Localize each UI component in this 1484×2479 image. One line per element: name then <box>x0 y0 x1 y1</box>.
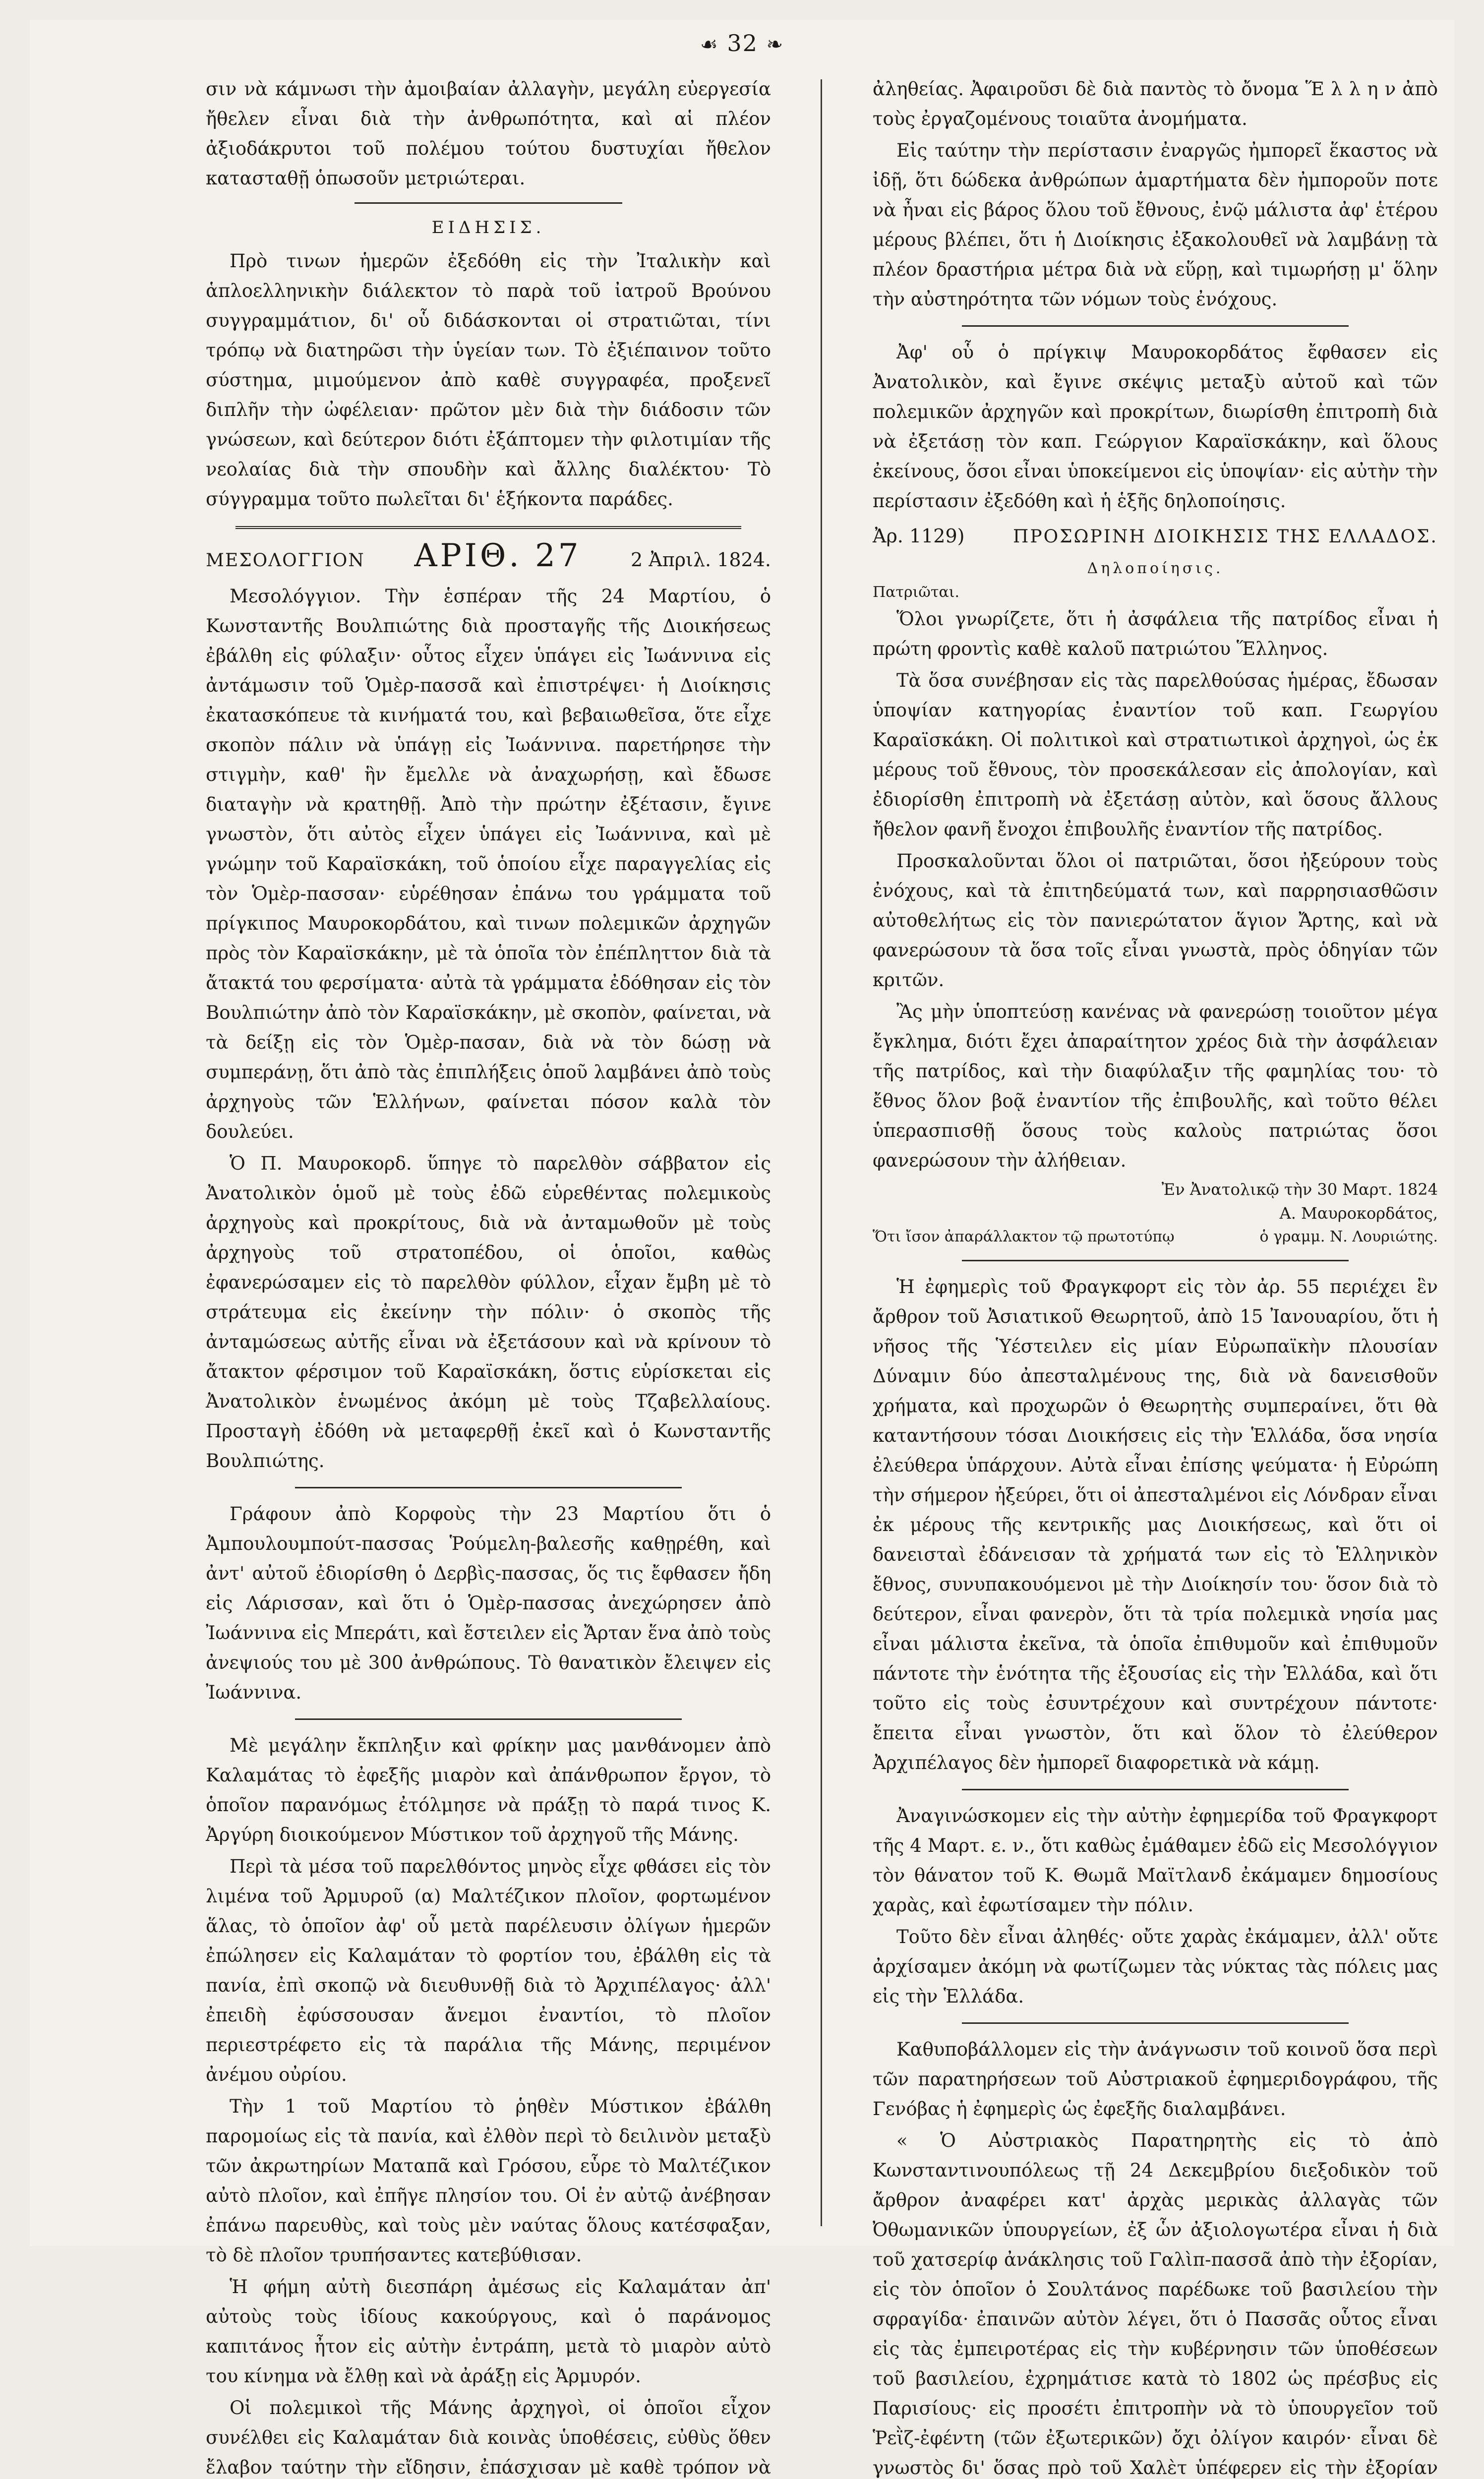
kalamata-paragraph: Οἱ πολεμικοὶ τῆς Μάνης ἀρχηγοὶ, οἱ ὁποῖοι εἶχον συνέλθει εἰς Καλαμάταν διὰ κοινὰς ὑποθέσεις, εὐθὺς ὅθεν ἔλαβον ταύτην τὴν εἴδησιν, ἐπάσχισαν μὲ καθὲ τρόπον νὰ <box>206 2397 771 2478</box>
article-paragraph: Ὁ Π. Μαυροκορδ. ὕπηγε τὸ παρελθὸν σάββατον εἰς Ἀνατολικὸν ὁμοῦ μὲ τοὺς ἐδῶ εὑρεθέντας πολεμικοὺς ἀρχηγοὺς καὶ προκρίτους, διὰ νὰ ἀνταμωθοῦν μὲ τοὺς ἀρχηγοὺς τοῦ στρατοπέδου, οἱ ὁποῖοι, καθὼς ἐφανερώσαμεν εἰς τὸ παρελθὸν φύλλον, εἶχαν ἔμβη μὲ τὸ στράτευμα εἰς ἐκείνην τὴν πόλιν· ὁ σκοπὸς τῆς ἀνταμώσεως αὐτῆς εἶναι νὰ ἐξετάσουν καὶ νὰ κρίνουν τὸ ἄτακτον φέρσιμον τοῦ Καραϊσκάκη, ὅστις εὑρίσκεται εἰς Ἀνατολικὸν ἑνωμένος ἀκόμη μὲ τοὺς Τζαβελλαίους. Προσταγὴ ἐδόθη νὰ μεταφερθῇ ἐκεῖ καὶ ὁ Κωνσταντῆς Βουλπιώτης. <box>206 1153 771 1472</box>
decree-addressee: Πατριῶται. <box>873 584 960 601</box>
austrian-paragraph: Καθυποβάλλομεν εἰς τὴν ἀνάγνωσιν τοῦ κοινοῦ ὅσα περὶ τῶν παρατηρήσεων τοῦ Αὐστριακοῦ ἐφημεριδογράφου, τῆς Γενόβας ἡ ἐφημερὶς ὡς ἐφεξῆς διαλαμβάνει. <box>873 2039 1438 2120</box>
masthead-issue-number: ΑΡΙΘ. 27 <box>414 537 582 574</box>
masthead-date: 2 Ἀπριλ. 1824. <box>631 549 771 571</box>
signature-row <box>873 1225 1438 1249</box>
separator-rule <box>355 202 622 204</box>
decree-header <box>873 521 1438 552</box>
maitland-paragraph: Ἀναγινώσκομεν εἰς τὴν αὐτὴν ἐφημερίδα τοῦ Φραγκφορτ τῆς 4 Μαρτ. ε. ν., ὅτι καθὼς ἐμάθαμεν ἐδῶ εἰς Μεσολόγγιον τὸν θάνατον τοῦ Κ. Θωμᾶ Μαϊτλανδ ἐκάμαμεν δημοσίους χαρὰς, καὶ ἐφωτίσαμεν τὴν πόλιν. <box>873 1805 1438 1916</box>
continued-paragraph: σιν νὰ κάμνωσι τὴν ἀμοιβαίαν ἀλλαγὴν, μεγάλη εὐεργεσία ἤθελεν εἶναι διὰ τὴν ἀνθρωπότητα, καὶ αἱ πλέον ἀξιοδάκρυτοι τοῦ πολέμου τούτου δυστυχίαι ἤθελον κατασταθῇ ὁπωσοῦν μετριώτεραι. <box>206 78 771 189</box>
signatory-name: Α. Μαυροκορδάτος, <box>1279 1204 1438 1223</box>
decree-number: Ἀρ. 1129) <box>873 525 965 547</box>
separator-rule <box>962 1789 1349 1790</box>
article-paragraph: Μεσολόγγιον. Τὴν ἑσπέραν τῆς 24 Μαρτίου, ὁ Κωνσταντῆς Βουλπιώτης διὰ προσταγῆς τῆς Διοικήσεως ἐβάλθη εἰς φύλαξιν· οὗτος εἶχεν ὑπάγει εἰς Ἰωάννινα εἰς ἀντάμωσιν τοῦ Ὁμὲρ-πασσᾶ καὶ ἐπιστρέψει· ἡ Διοίκησις ἐκατασκόπευε τὰ κινήματά του, καὶ βεβαιωθεῖσα, ὅτε εἶχε σκοπὸν πάλιν νὰ ὑπάγῃ εἰς Ἰωάννινα. παρετήρησε τὴν στιγμὴν, καθ' ἣν ἔμελλε νὰ ἀναχωρήσῃ, καὶ ἔδωσε διαταγὴν νὰ κρατηθῇ. Ἀπὸ τὴν πρώτην ἐξέτασιν, ἔγινε γνωστὸν, ὅτι αὐτὸς εἶχεν ὑπάγει εἰς Ἰωάννινα, καὶ μὲ γνώμην τοῦ Καραϊσκάκη, τοῦ ὁποίου εἶχε παραγγελίας εἰς τὸν Ὁμὲρ-πασσαν· εὑρέθησαν ἐπάνω του γράμματα τοῦ πρίγκιπος Μαυροκορδάτου, καὶ τινων πολεμικῶν ἀρχηγῶν πρὸς τὸν Καραϊσκάκην, μὲ τὰ ὁποῖα τὸν ἐπέπληττον διὰ τὰ ἄτακτά του φερσίματα· αὐτὰ τὰ γράμματα ἐδόθησαν εἰς τὸν Βουλπιώτην ἀπὸ τὸν Καραϊσκάκην, μὲ σκοπὸν, φαίνεται, νὰ τὰ δείξῃ εἰς τὸν Ὁμὲρ-πασαν, διὰ νὰ τὸν δώσῃ νὰ συμπεράνῃ, ὅτι ἀπὸ τὰς ἐπιπλήξεις ὁποῦ λαμβάνει ἀπὸ τοὺς ἀρχηγοὺς τῶν Ἑλλήνων, φαίνεται πόσον καλὰ τὸν δουλεύει. <box>206 586 771 1142</box>
decree-paragraph: Προσκαλοῦνται ὅλοι οἱ πατριῶται, ὅσοι ἠξεύρουν τοὺς ἐνόχους, καὶ τὰ ἐπιτηδεύματά των, καὶ παρρησιασθῶσιν αὐτοθελήτως εἰς τὸν πανιερώτατον ἅγιον Ἄρτης, καὶ νὰ φανερώσουν τὰ ὅσα τοῖς εἶναι γνωστὰ, πρὸς ὁδηγίαν τῶν κριτῶν. <box>873 850 1438 991</box>
notice-heading: ΕΙΔΗΣΙΣ. <box>431 218 545 237</box>
separator-rule <box>295 1718 682 1720</box>
decree-subtitle: Δηλοποίησις. <box>1087 560 1224 577</box>
separator-rule <box>962 2022 1349 2024</box>
left-ornament-icon: ☙ <box>700 33 719 56</box>
kalamata-paragraph: Μὲ μεγάλην ἔκπληξιν καὶ φρίκην μας μανθάνομεν ἀπὸ Καλαμάτας τὸ ἐφεξῆς μιαρὸν καὶ ἀπάνθρωπον ἔργον, τὸ ὁποῖον παρανόμως ἐτόλμησε νὰ πράξῃ τὸ παρά τινος Κ. Ἀργύρη διοικούμενον Μύστικον τοῦ ἀρχηγοῦ τῆς Μάνης. <box>206 1735 771 1845</box>
right-column <box>873 74 1438 2479</box>
prince-report: Ἀφ' οὗ ὁ πρίγκιψ Μαυροκορδάτος ἔφθασεν εἰς Ἀνατολικὸν, καὶ ἔγινε σκέψις μεταξὺ αὐτοῦ καὶ τῶν πολεμικῶν ἀρχηγῶν καὶ προκρίτων, διωρίσθη ἐπιτροπὴ διὰ νὰ ἐξετάσῃ τὸν καπ. Γεώργιον Καραϊσκάκην, καὶ ὅλους ἐκείνους, ὅσοι εἶναι ὑποκείμενοι εἰς ὑποψίαν· εἰς αὐτὴν τὴν περίστασιν ἐξεδόθη καὶ ἡ ἑξῆς δηλοποίησις. <box>873 342 1438 512</box>
article-paragraph: Εἰς ταύτην τὴν περίστασιν ἐναργῶς ἠμπορεῖ ἕκαστος νὰ ἰδῇ, ὅτι δώδεκα ἀνθρώπων ἁμαρτήματα δὲν ἠμποροῦν ποτε νὰ ἦναι εἰς βάρος ὅλου τοῦ ἔθνους, ἐνῷ μάλιστα ἀφ' ἑτέρου μέρους βλέπει, ὅτι ἡ Διοίκησις ἐξακολουθεῖ νὰ λαμβάνῃ τὰ πλέον δραστήρια μέτρα διὰ νὰ εὕρῃ, καὶ τιμωρήσῃ μ' ὅλην τὴν αὐστηρότητα τῶν νόμων τοὺς ἐνόχους. <box>873 140 1438 310</box>
issue-masthead <box>206 537 771 576</box>
decree-paragraph: Ἂς μὴν ὑποπτεύσῃ κανένας νὰ φανερώσῃ τοιοῦτον μέγα ἔγκλημα, διότι ἔχει ἀπαραίτητον χρέος διὰ τὴν ἀσφάλειαν τῆς πατρίδος, καὶ τὴν διαφύλαξιν τῆς φαμηλίας του· τὸ ἔθνος ὅλον βοᾷ ἐναντίον τῆς ἐπιβουλῆς, καὶ τοῦτο θέλει ὑπερασπισθῇ ὅσους τοὺς καλοὺς πατριώτας ὅσοι φανερώσουν τὴν ἀλήθειαν. <box>873 1001 1438 1171</box>
notice-text: Πρὸ τινων ἡμερῶν ἐξεδόθη εἰς τὴν Ἰταλικὴν καὶ ἁπλοελληνικὴν διάλεκτον τὸ παρὰ τοῦ ἰατροῦ Βρούνου συγγραμμάτιον, δι' οὗ διδάσκονται οἱ στρατιῶται, τίνι τρόπῳ νὰ διατηρῶσι τὴν ὑγείαν των. Τὸ ἐξιέπαινον τοῦτο σύστημα, μιμούμενον ἀπὸ καθὲ συγγραφέα, προξενεῖ διπλῆν τὴν ὠφέλειαν· πρῶτον μὲν διὰ τὴν διάδοσιν τῶν γνώσεων, καὶ δεύτερον διότι ἐξάπτομεν τὴν φιλοτιμίαν τῆς νεολαίας διὰ τὴν σπουδὴν καὶ ἄλλης διαλέκτου· Τὸ σύγγραμμα τοῦτο πωλεῖται δι' ἑξήκοντα παράδες. <box>206 250 771 510</box>
decree-title: ΠΡΟΣΩΡΙΝΗ ΔΙΟΙΚΗΣΙΣ ΤΗΣ ΕΛΛΑΔΟΣ. <box>1012 527 1438 547</box>
frankfurt-report: Ἡ ἐφημερὶς τοῦ Φραγκφορτ εἰς τὸν ἀρ. 55 περιέχει ἓν ἄρθρον τοῦ Ἀσιατικοῦ Θεωρητοῦ, ἀπὸ 15 Ἰανουαρίου, ὅτι ἡ νῆσος τῆς Ὑέστειλεν εἰς μίαν Εὐρωπαϊκὴν πλουσίαν Δύναμιν δύο ἀπεσταλμένους της, διὰ νὰ δανεισθοῦν χρήματα, καὶ προχωρῶν ὁ Θεωρητὴς συμπεραίνει, ὅτι θὰ καταντήσουν τόσαι Διοικήσεις εἰς τὴν Ἑλλάδα, ὅσα νησία ἐλεύθερα ὑπάρχουν. Αὐτὰ εἶναι ἐπίσης ψεύματα· ἡ Εὐρώπη τὴν σήμερον ἠξεύρει, ὅτι οἱ ἀπεσταλμένοι εἰς Λόνδραν εἶναι ἐκ μέρους τῆς κεντρικῆς μας Διοικήσεως, καὶ ὅτι οἱ δανεισταὶ ἐδάνεισαν τὰ χρήματά των εἰς τὸ Ἑλληνικὸν ἔθνος, συνυπακουόμενοι μὲ τὴν Διοίκησίν του· ὅσον διὰ τὸ δεύτερον, εἶναι φανερὸν, ὅτι τὰ τρία πολεμικὰ νησία μας εἶναι μάλιστα ἐκεῖνα, τὰ ὁποῖα ἐπιθυμοῦν καὶ ἐπιθυμοῦν πάντοτε τὴν ἑνότητα τῆς ἐξουσίας εἰς τὴν Ἑλλάδα, καὶ ὅτι τοῦτο εἰς τοὺς ἐσυντρέχουν καὶ συντρέχουν πάντοτε· ἔπειτα εἶναι γνωστὸν, ὅτι καὶ ὅλον τὸ ἐλεύθερον Ἀρχιπέλαγος δὲν ἠμπορεῖ διαφορετικὰ νὰ κάμῃ. <box>873 1276 1438 1773</box>
kalamata-paragraph: Τὴν 1 τοῦ Μαρτίου τὸ ῥηθὲν Μύστικον ἐβάλθη παρομοίως εἰς τὰ πανία, καὶ ἐλθὸν περὶ τὸ δειλινὸν μεταξὺ τῶν ἀκρωτηρίων Ματαπᾶ καὶ Γρόσου, εὗρε τὸ Μαλτέζικον αὐτὸ πλοῖον, καὶ ἐπῆγε πλησίον του. Οἱ ἐν αὐτῷ ἀνέβησαν ἐπάνω παρευθὺς, καὶ τοὺς μὲν ναύτας ὅλους κατέσφαξαν, τὸ δὲ πλοῖον τρυπήσαντες κατεβύθισαν. <box>206 2096 771 2266</box>
decree-paragraph: Ὅλοι γνωρίζετε, ὅτι ἡ ἀσφάλεια τῆς πατρίδος εἶναι ἡ πρώτη φροντὶς καθὲ καλοῦ πατριώτου Ἕλληνος. <box>873 608 1438 659</box>
kalamata-paragraph: Ἡ φήμη αὐτὴ διεσπάρη ἀμέσως εἰς Καλαμάταν ἀπ' αὐτοὺς τοὺς ἰδίους κακούργους, καὶ ὁ παράνομος καπιτάνος ἦτον εἰς αὐτὴν ἐντράπη, μετὰ τὸ μιαρὸν αὐτὸ του κίνημα νὰ ἔλθῃ καὶ νὰ ἀράξῃ εἰς Ἀρμυρόν. <box>206 2276 771 2387</box>
decree-place-date: Ἐν Ἀνατολικῷ τὴν 30 Μαρτ. 1824 <box>1161 1180 1438 1199</box>
separator-rule <box>962 1260 1349 1261</box>
corfu-report: Γράφουν ἀπὸ Κορφοὺς τὴν 23 Μαρτίου ὅτι ὁ Ἀμπουλουμπούτ-πασσας Ῥούμελη-βαλεσῆς καθῃρέθη, καὶ ἀντ' αὐτοῦ ἐδιορίσθη ὁ Δερβὶς-πασσας, ὅς τις ἔφθασεν ἤδη εἰς Λάρισσαν, καὶ ὅτι ὁ Ὁμὲρ-πασσας ἀνεχώρησεν ἀπὸ Ἰωάννινα εἰς Μπεράτι, καὶ ἔστειλεν εἰς Ἄρταν ἕνα ἀπὸ τοὺς ἀνεψιούς του μὲ 300 ἀνθρώπους. Τὸ θανατικὸν ἔλειψεν εἰς Ἰωάννινα. <box>206 1503 771 1703</box>
continued-paragraph: ἀληθείας. Ἀφαιροῦσι δὲ διὰ παντὸς τὸ ὄνομα Ἕ λ λ η ν ἀπὸ τοὺς ἐργαζομένους τοιαῦτα ἀνομήματα. <box>873 78 1438 129</box>
maitland-paragraph: Τοῦτο δὲν εἶναι ἀληθές· οὔτε χαρὰς ἐκάμαμεν, ἀλλ' οὔτε ἀρχίσαμεν ἀκόμη νὰ φωτίζωμεν τὰς νύκτας τὰς πόλεις μας εἰς τὴν Ἑλλάδα. <box>873 1926 1438 2007</box>
decree-paragraph: Τὰ ὅσα συνέβησαν εἰς τὰς παρελθούσας ἡμέρας, ἔδωσαν ὑποψίαν κατηγορίας ἐναντίον τοῦ καπ. Γεωργίου Καραϊσκάκη. Οἱ πολιτικοὶ καὶ στρατιωτικοὶ ἀρχηγοὶ, ὡς ἐκ μέρους τοῦ ἔθνους, τὸν προσεκάλεσαν εἰς ἀπολογίαν, καὶ ἐδιορίσθη ἐπιτροπὴ νὰ ἐξετάσῃ αὐτὸν, καὶ ὅσους ἄλλους ἤθελον φανῆ ἔνοχοι ἐπιβουλῆς ἐναντίον τῆς πατρίδος. <box>873 670 1438 840</box>
masthead-rule <box>236 526 741 529</box>
column-divider <box>821 79 822 2226</box>
right-ornament-icon: ❧ <box>766 33 784 56</box>
page-number: ☙ 32 ❧ <box>700 30 784 57</box>
secretary-signature: ὁ γραμμ. Ν. Λουριώτης. <box>1259 1228 1438 1245</box>
newspaper-page <box>30 20 1454 2479</box>
austrian-paragraph: « Ὁ Αὐστριακὸς Παρατηρητὴς εἰς τὸ ἀπὸ Κωνσταντινουπόλεως τῇ 24 Δεκεμβρίου διεξοδικὸν τοῦ ἄρθρον ἀναφέρει κατ' ἀρχὰς μερικὰς ἀλλαγὰς τῶν Ὀθωμανικῶν ὑπουργείων, ἐξ ὧν ἀξιολογωτέρα εἶναι ἡ διὰ τοῦ χατσερίφ ἀνάκλησις τοῦ Γαλὶπ-πασσᾶ ἀπὸ τὴν ἐξορίαν, εἰς τὸν ὁποῖον ὁ Σουλτάνος παρέδωκε τοῦ βασιλείου τὴν σφραγίδα· ἐπαινῶν αὐτὸν λέγει, ὅτι ὁ Πασσᾶς οὗτος εἶναι εἰς τὰς ἐμπειροτέρας εἰς τὴν κυβέρνησιν τῶν ὑποθέσεων τοῦ βασιλείου, ἐχρημάτισε κατὰ τὸ 1802 ὡς πρέσβυς εἰς Παρισίους· εἰς προσέτι ἐπιτροπὴν νὰ τὸ ὑπουργεῖον τοῦ Ῥεῒζ-ἐφέντη (τῶν ἐξωτερικῶν) ὄχι ὀλίγον καιρόν· εἶναι δὲ γνωστὸς δι' ὅσας πρὸ τοῦ Χαλὲτ ὑπέφερεν εἰς τὴν ἐξορίαν <box>873 2130 1438 2479</box>
masthead-place: ΜΕΣΟΛΟΓΓΙΟΝ <box>206 550 365 571</box>
kalamata-paragraph: Περὶ τὰ μέσα τοῦ παρελθόντος μηνὸς εἶχε φθάσει εἰς τὸν λιμένα τοῦ Ἀρμυροῦ (α) Μαλτέζικον πλοῖον, φορτωμένον ἅλας, τὸ ὁποῖον ἀφ' οὗ μετὰ παρέλευσιν ὀλίγων ἡμερῶν ἐπώλησεν εἰς Καλαμάταν τὸ φορτίον του, ἐβάλθη εἰς τὰ πανία, ἐπὶ σκοπῷ νὰ διευθυνθῇ διὰ τὸ Ἀρχιπέλαγος· ἀλλ' ἐπειδὴ ἐφύσσουσαν ἄνεμοι ἐναντίοι, τὸ πλοῖον περιεστρέφετο εἰς τὰ παράλια τῆς Μάνης, περιμένον ἀνέμου οὐρίου. <box>206 1856 771 2085</box>
separator-rule <box>962 325 1349 327</box>
separator-rule <box>295 1487 682 1488</box>
certification-note: Ὅτι ἴσον ἀπαράλλακτον τῷ πρωτοτύπῳ <box>873 1228 1175 1245</box>
left-column <box>206 74 771 2479</box>
